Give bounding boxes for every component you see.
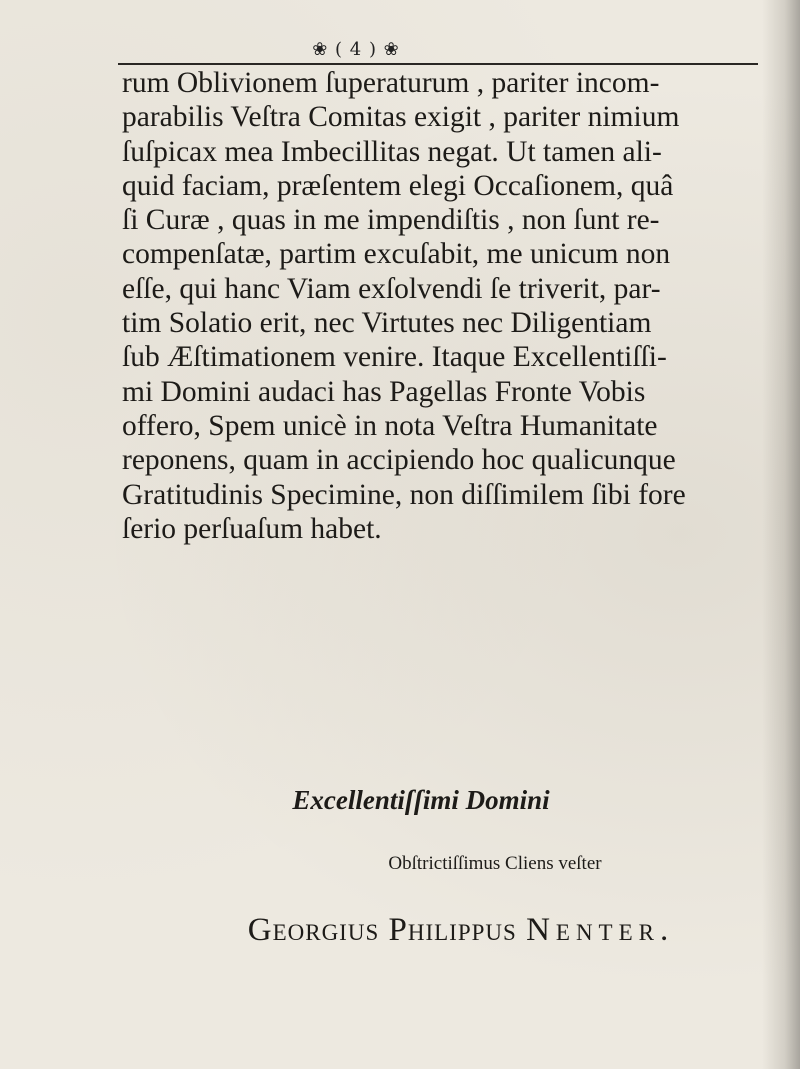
header-rule [118, 63, 758, 65]
text-line: rum Oblivionem ſuperaturum , pariter incom- [122, 67, 660, 99]
text-line: parabilis Veſtra Comitas exigit , pariter nimium [122, 101, 680, 134]
text-line: ſi Curæ , quas in me impendiſtis , non ſunt re- [122, 204, 660, 237]
text-line: mi Domini audaci has Pagellas Fronte Vobis [122, 375, 646, 408]
text-line: ſerio perſuaſum habet. [122, 512, 382, 545]
text-line: quid faciam, præſentem elegi Occaſionem, quâ [122, 169, 674, 202]
text-line: ſub Æſtimationem venire. Itaque Excellentiſſi- [122, 341, 667, 374]
text-line: eſſe, qui hanc Viam exſolvendi ſe triverit, par- [122, 272, 661, 305]
page-header [118, 40, 758, 60]
page-number: ❀ ( 4 ) ❀ [312, 39, 400, 60]
closing-salutation: Excellentiſſimi Domini [292, 785, 550, 815]
closing-humility: Obſtrictiſſimus Cliens veſter [388, 853, 602, 874]
signature-given-names: Georgius Philippus [247, 912, 517, 948]
author-signature [0, 911, 800, 949]
signature-surname: Nenter. [526, 912, 675, 948]
text-line: ſuſpicax mea Imbecillitas negat. Ut tamen ali- [122, 135, 662, 168]
text-line: tim Solatio erit, nec Virtutes nec Diligentiam [122, 307, 652, 340]
text-line: compenſatæ, partim excuſabit, me unicum non [122, 238, 671, 271]
dedication-paragraph [122, 66, 786, 546]
text-line: reponens, quam in accipiendo hoc qualicunque [122, 444, 676, 477]
text-line: offero, Spem unicè in nota Veſtra Humanitate [122, 409, 658, 442]
text-line: Gratitudinis Specimine, non diſſimilem ſibi fore [122, 478, 686, 511]
